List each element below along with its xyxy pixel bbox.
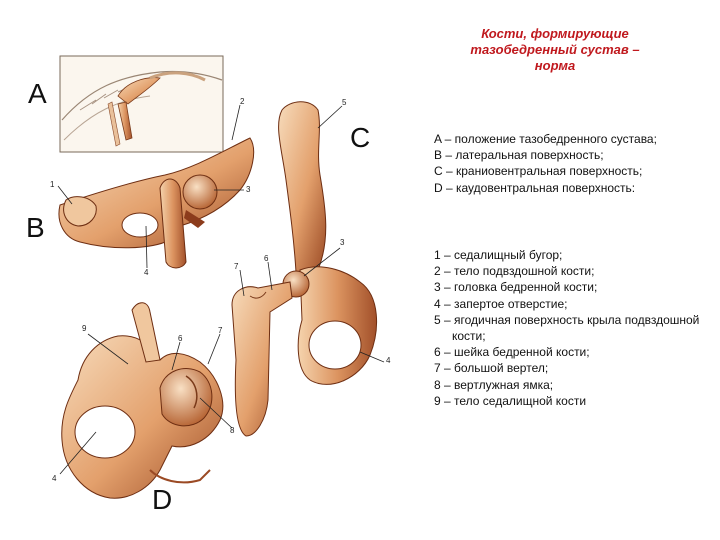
view-letter-c: C — [350, 122, 371, 153]
view-letter-d: D — [152, 484, 173, 515]
callout-c-6: 6 — [264, 254, 269, 263]
legend-views — [434, 131, 704, 196]
legend-parts — [434, 247, 704, 409]
callout-c-7: 7 — [234, 262, 239, 271]
callout-b-4: 4 — [144, 268, 149, 277]
legend-part-item: 3 – головка бедренной кости; — [434, 280, 598, 295]
callout-d-6: 6 — [178, 334, 183, 343]
callout-d-4: 4 — [52, 474, 57, 483]
callout-c-5: 5 — [342, 98, 347, 107]
legend-part-item: 7 – большой вертел; — [434, 361, 549, 376]
callout-d-9: 9 — [82, 324, 87, 333]
legend-part-item: 5 – ягодичная поверхность крыла подвздошной кости; — [434, 312, 700, 344]
legend-part-item: 1 – седалищный бугор; — [434, 248, 563, 262]
callout-c-3: 3 — [340, 238, 345, 247]
callout-b-2: 2 — [240, 97, 245, 106]
legend-view-item: C – краниовентральная поверхность; — [434, 164, 643, 179]
legend-part-item: 6 – шейка бедренной кости; — [434, 345, 590, 360]
view-letter-b: B — [26, 212, 45, 243]
legend-part-item: 2 – тело подвздошной кости; — [434, 264, 595, 279]
callout-c-4: 4 — [386, 356, 391, 365]
legend-view-item: D – каудовентральная поверхность: — [434, 180, 636, 195]
legend-part-item: 8 – вертлужная ямка; — [434, 377, 554, 392]
view-a-inset — [60, 56, 223, 152]
callout-b-1: 1 — [50, 180, 55, 189]
callout-d-7: 7 — [218, 326, 223, 335]
callout-d-8: 8 — [230, 426, 235, 435]
slide-title: Кости, формирующие тазобедренный сустав – норма — [470, 26, 640, 73]
legend-part-item: 9 – тело седалищной кости — [434, 393, 587, 408]
view-letter-a: A — [28, 78, 47, 109]
callout-b-3: 3 — [246, 185, 251, 194]
legend-part-item: 4 – запертое отверстие; — [434, 296, 568, 311]
legend-view-item: A – положение тазобедренного сустава; — [434, 132, 657, 146]
legend-view-item: B – латеральная поверхность; — [434, 148, 604, 163]
